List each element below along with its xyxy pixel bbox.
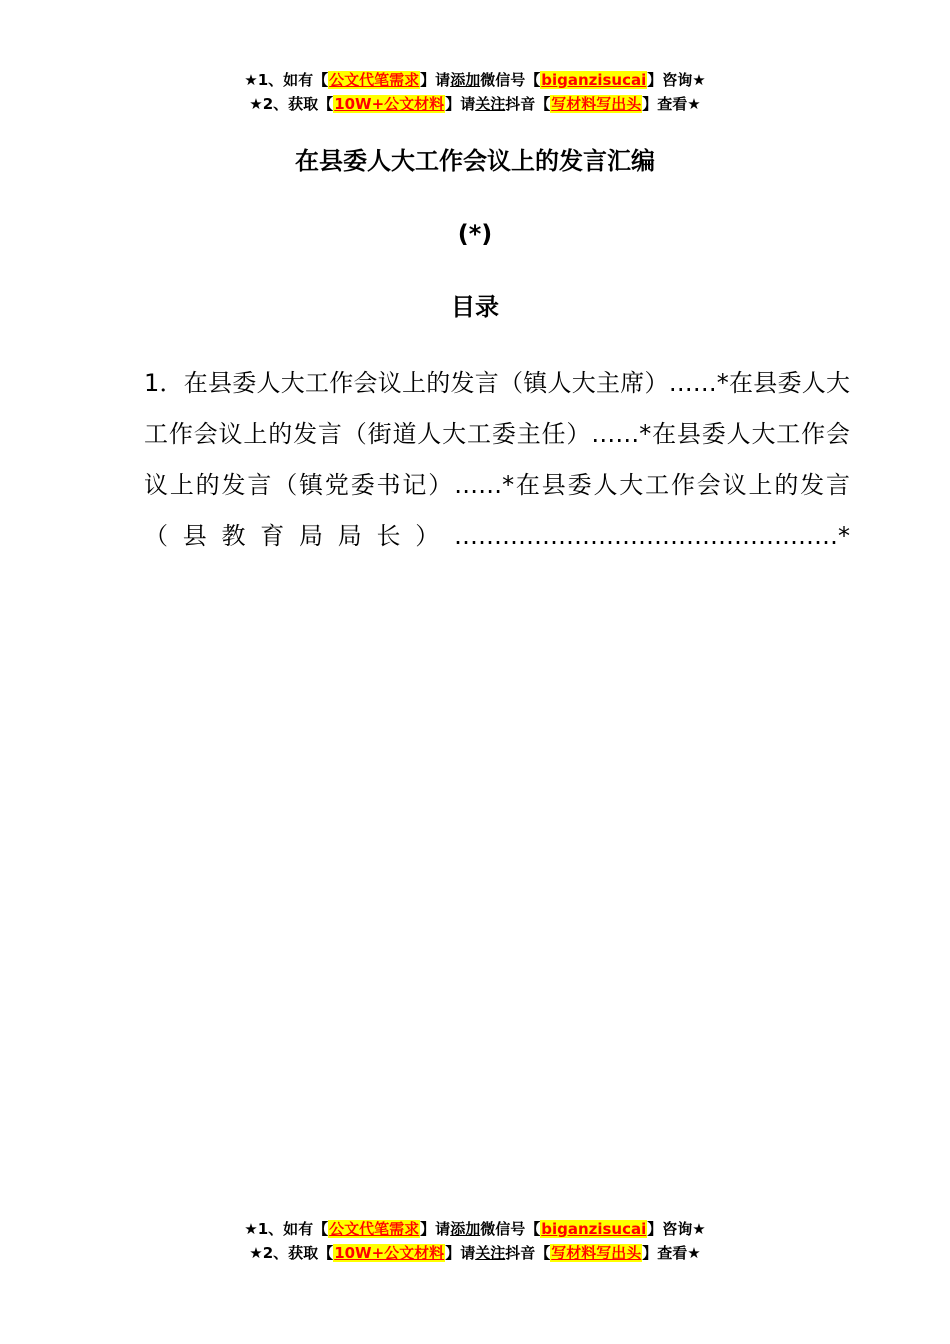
header-banner [0,68,950,116]
banner-text: 添加 [450,1220,481,1238]
header-banner-line-1 [0,68,950,92]
document-subtitle: (*) [457,220,493,248]
footer-banner-line-2 [0,1241,950,1265]
banner-text: 】请 [445,95,476,113]
banner-text: 微信号【 [480,1220,541,1238]
toc-entries: 1．在县委人大工作会议上的发言（镇人大主席）……*在县委人大工作会议上的发言（街道人大工委主任）……*在县委人大工作会议上的发言（镇党委书记）……*在县委人大工作会议上的发言（县教育局局长）…………………………………………* [144,369,850,550]
ghostwriting-highlight: 公文代笔需求 [329,71,420,89]
toc-heading: 目录 [451,293,499,321]
footer-banner-line-1 [0,1217,950,1241]
banner-text: 添加 [450,71,481,89]
wechat-id-highlight: biganzisucai [541,71,647,89]
banner-text: 关注 [475,95,506,113]
banner-text: 微信号【 [480,71,541,89]
douyin-account-highlight: 写材料写出头 [551,95,642,113]
header-banner-line-2 [0,92,950,116]
banner-text: 抖音【 [505,1244,551,1262]
banner-text: 】咨询★ [647,71,706,89]
banner-text: 】请 [445,1244,476,1262]
banner-text: 】查看★ [642,1244,701,1262]
materials-highlight: 10W+公文材料 [334,1244,445,1262]
banner-text: 】请 [420,71,451,89]
wechat-id-highlight: biganzisucai [541,1220,647,1238]
douyin-account-highlight: 写材料写出头 [551,1244,642,1262]
banner-text: ★1、如有【 [244,71,329,89]
banner-text: ★1、如有【 [244,1220,329,1238]
materials-highlight: 10W+公文材料 [334,95,445,113]
banner-text: ★2、获取【 [249,1244,334,1262]
document-title: 在县委人大工作会议上的发言汇编 [295,147,655,175]
banner-text: 】请 [420,1220,451,1238]
ghostwriting-highlight: 公文代笔需求 [329,1220,420,1238]
banner-text: 】查看★ [642,95,701,113]
banner-text: 关注 [475,1244,506,1262]
banner-text: 】咨询★ [647,1220,706,1238]
banner-text: 抖音【 [505,95,551,113]
banner-text: ★2、获取【 [249,95,334,113]
footer-banner [0,1217,950,1265]
